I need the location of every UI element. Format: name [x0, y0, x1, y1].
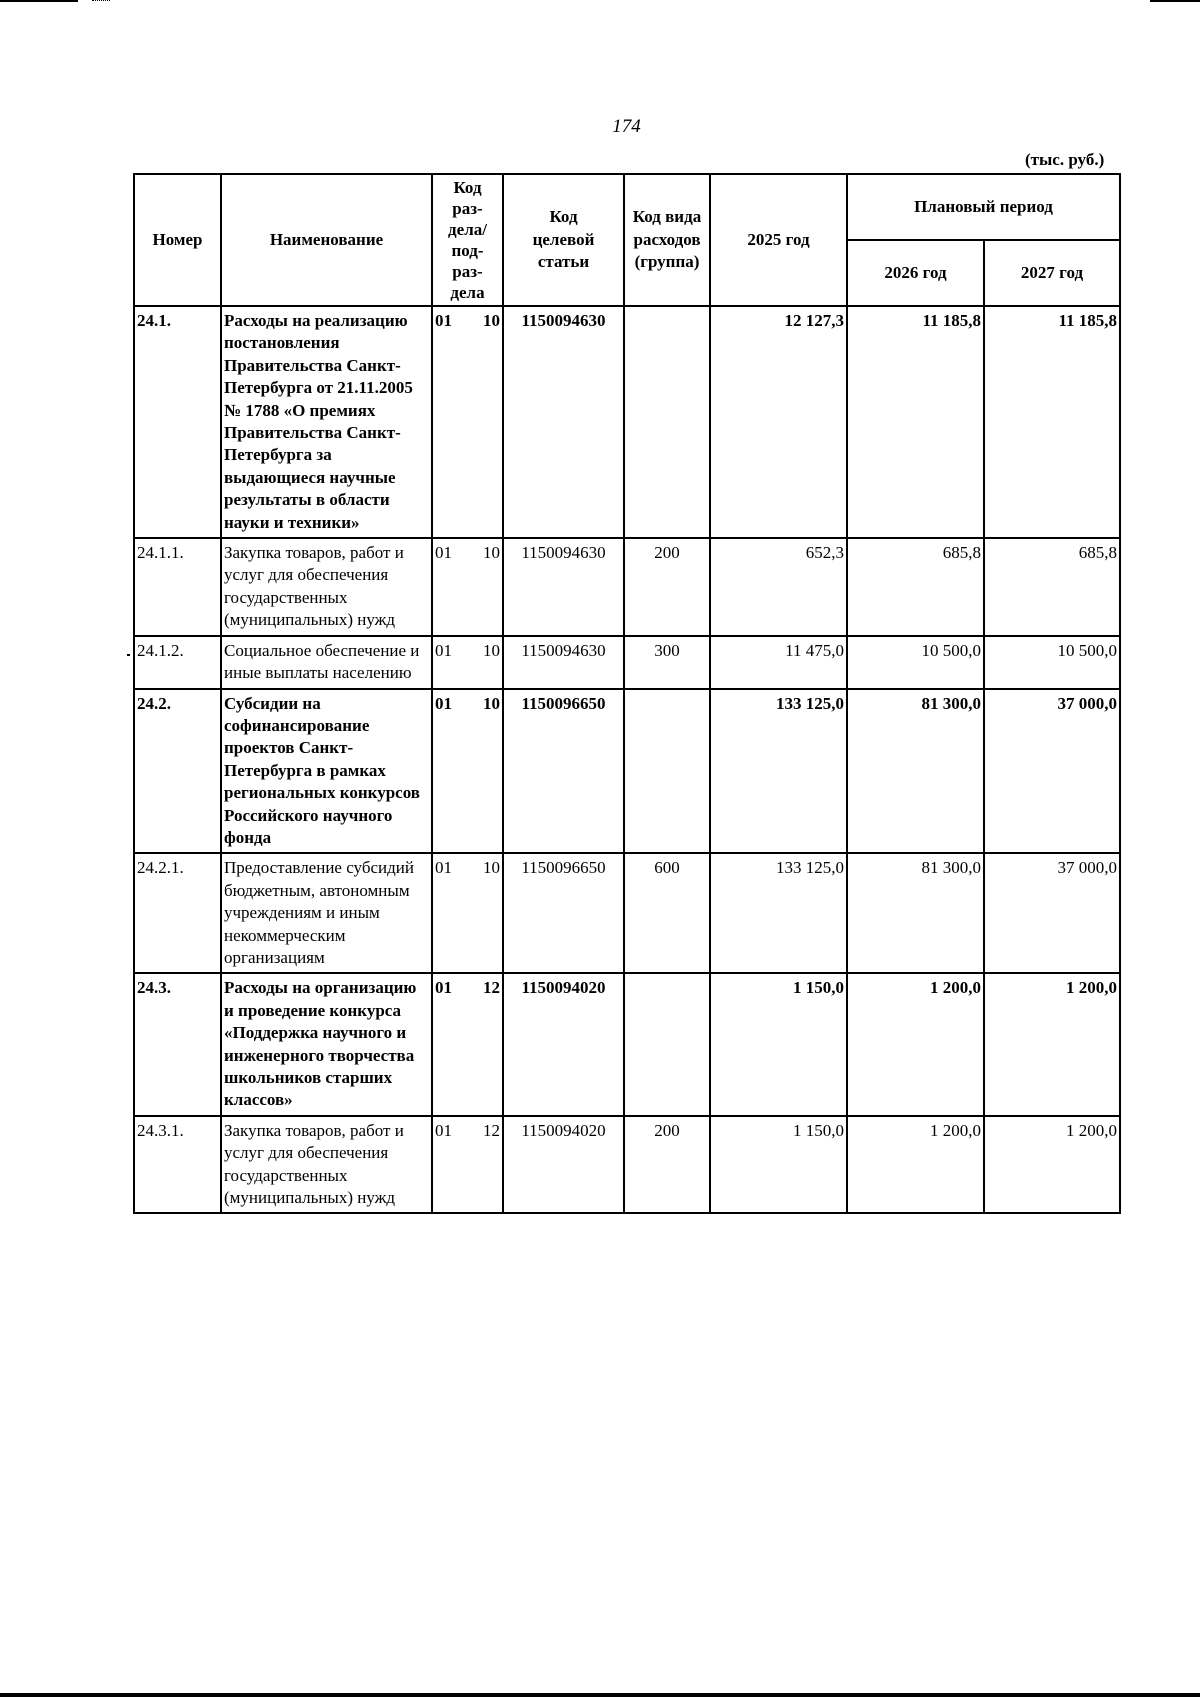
- row-name: Закупка товаров, работ и услуг для обеспечения государственных (муниципальных) нужд: [221, 538, 432, 636]
- header-name: Наименование: [221, 174, 432, 306]
- row-target-code: 1150094020: [503, 1116, 624, 1214]
- table-row: [134, 306, 1120, 538]
- row-amount-2027: 37 000,0: [984, 689, 1120, 854]
- row-expense-type: 600: [624, 853, 710, 973]
- row-amount-2025: 1 150,0: [710, 1116, 847, 1214]
- row-section-code: [432, 538, 503, 636]
- row-section: 01: [435, 978, 452, 998]
- row-amount-2027: 1 200,0: [984, 1116, 1120, 1214]
- row-amount-2026: 1 200,0: [847, 1116, 984, 1214]
- row-amount-2026: 10 500,0: [847, 636, 984, 689]
- row-amount-2026: 81 300,0: [847, 853, 984, 973]
- row-number: 24.1.1.: [134, 538, 221, 636]
- row-amount-2025: 12 127,3: [710, 306, 847, 538]
- row-target-code: 1150094630: [503, 306, 624, 538]
- row-amount-2025: 1 150,0: [710, 973, 847, 1115]
- header-target-code-text: Код целевой статьи: [532, 207, 595, 272]
- header-year-2026: 2026 год: [847, 240, 984, 306]
- scan-dots-top: [92, 0, 110, 2]
- header-planning-period: Плановый период: [847, 174, 1120, 240]
- table-row: [134, 689, 1120, 854]
- table-row: [134, 853, 1120, 973]
- budget-table: [133, 173, 1121, 1214]
- scan-border-top-left: [0, 0, 78, 2]
- header-expense-type: [624, 174, 710, 306]
- header-year-2027: 2027 год: [984, 240, 1120, 306]
- row-section: 01: [435, 543, 452, 563]
- row-number: 24.1.2.: [134, 636, 221, 689]
- header-expense-type-text: Код вида расходов (группа): [632, 207, 702, 272]
- units-label: (тыс. руб.): [1025, 150, 1105, 169]
- row-target-code: 1150094630: [503, 636, 624, 689]
- row-expense-type: 200: [624, 538, 710, 636]
- row-number: 24.2.: [134, 689, 221, 854]
- row-name: Закупка товаров, работ и услуг для обеспечения государственных (муниципальных) нужд: [221, 1116, 432, 1214]
- row-expense-type: [624, 306, 710, 538]
- row-name: Социальное обеспечение и иные выплаты населению: [221, 636, 432, 689]
- row-section-code: [432, 1116, 503, 1214]
- row-name: Предоставление субсидий бюджетным, автономным учреждениям и иным некоммерческим организациям: [221, 853, 432, 973]
- row-number: 24.3.1.: [134, 1116, 221, 1214]
- row-target-code: 1150096650: [503, 689, 624, 854]
- row-section: 01: [435, 640, 452, 660]
- row-section: 01: [435, 693, 452, 713]
- row-section-code: [432, 853, 503, 973]
- row-amount-2026: 1 200,0: [847, 973, 984, 1115]
- row-amount-2027: 11 185,8: [984, 306, 1120, 538]
- row-amount-2025: 652,3: [710, 538, 847, 636]
- table-row: [134, 636, 1120, 689]
- page-number: 174: [612, 116, 641, 137]
- row-name: Расходы на реализацию постановления Правительства Санкт-Петербурга от 21.11.2005 № 1788 «О премиях Правительства Санкт-Петербурга за выдающиеся научные результаты в области науки и техники»: [221, 306, 432, 538]
- row-amount-2026: 81 300,0: [847, 689, 984, 854]
- row-number: 24.2.1.: [134, 853, 221, 973]
- scan-border-bottom: [0, 1693, 1200, 1697]
- table-body: [134, 306, 1120, 1213]
- header-section-code: [432, 174, 503, 306]
- row-amount-2027: 37 000,0: [984, 853, 1120, 973]
- row-number: 24.1.: [134, 306, 221, 538]
- row-section-code: [432, 973, 503, 1115]
- row-subsection: 10: [483, 693, 500, 713]
- header-target-code: [503, 174, 624, 306]
- row-subsection: 10: [483, 640, 500, 660]
- header-number: Номер: [134, 174, 221, 306]
- table-row: [134, 538, 1120, 636]
- row-section: 01: [435, 858, 452, 878]
- row-amount-2027: 10 500,0: [984, 636, 1120, 689]
- row-target-code: 1150094630: [503, 538, 624, 636]
- row-subsection: 12: [483, 978, 500, 998]
- header-section-code-text: Код раз-дела/ под-раз-дела: [448, 178, 487, 302]
- row-expense-type: 300: [624, 636, 710, 689]
- row-section: 01: [435, 1120, 452, 1140]
- header-year-2025: 2025 год: [710, 174, 847, 306]
- row-section-code: [432, 689, 503, 854]
- table-row: [134, 1116, 1120, 1214]
- table-header: [134, 174, 1120, 306]
- row-number: 24.3.: [134, 973, 221, 1115]
- row-name: Расходы на организацию и проведение конкурса «Поддержка научного и инженерного творчества школьников старших классов»: [221, 973, 432, 1115]
- row-amount-2027: 685,8: [984, 538, 1120, 636]
- row-amount-2026: 11 185,8: [847, 306, 984, 538]
- row-subsection: 10: [483, 311, 500, 330]
- table-row: [134, 973, 1120, 1115]
- row-subsection: 10: [483, 858, 500, 878]
- row-section: 01: [435, 311, 452, 330]
- scan-speck: [127, 654, 130, 656]
- scan-border-top-right: [1150, 0, 1200, 2]
- row-amount-2025: 133 125,0: [710, 689, 847, 854]
- row-amount-2026: 685,8: [847, 538, 984, 636]
- row-target-code: 1150096650: [503, 853, 624, 973]
- row-expense-type: [624, 689, 710, 854]
- row-expense-type: 200: [624, 1116, 710, 1214]
- row-amount-2025: 11 475,0: [710, 636, 847, 689]
- row-section-code: [432, 636, 503, 689]
- row-subsection: 12: [483, 1120, 500, 1140]
- row-section-code: [432, 306, 503, 538]
- row-amount-2025: 133 125,0: [710, 853, 847, 973]
- row-target-code: 1150094020: [503, 973, 624, 1115]
- row-subsection: 10: [483, 543, 500, 563]
- row-amount-2027: 1 200,0: [984, 973, 1120, 1115]
- row-name: Субсидии на софинансирование проектов Санкт-Петербурга в рамках региональных конкурсов Российского научного фонда: [221, 689, 432, 854]
- row-expense-type: [624, 973, 710, 1115]
